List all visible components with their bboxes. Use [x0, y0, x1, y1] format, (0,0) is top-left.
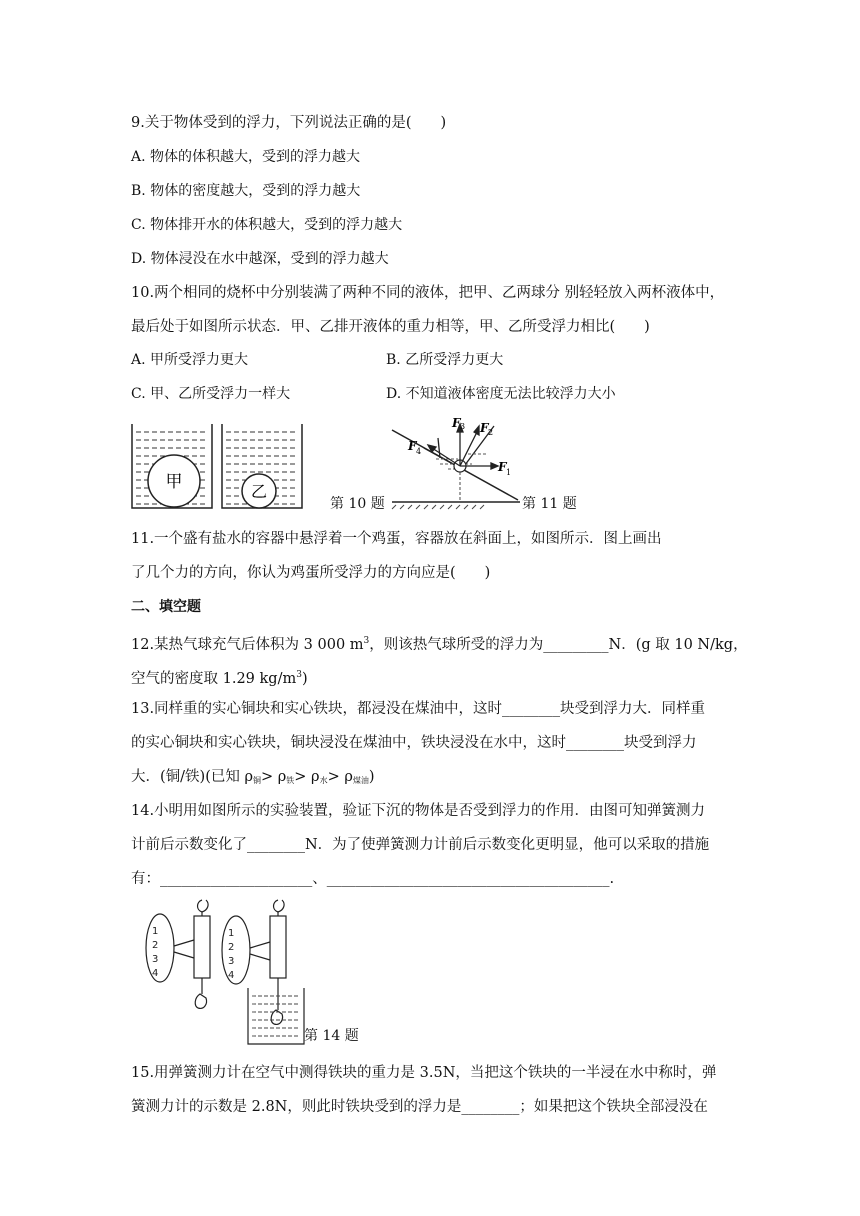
q10-option-c: C. 甲、乙所受浮力一样大 — [131, 386, 291, 402]
figure-10-beakers — [128, 420, 328, 512]
q13-line1: 13.同样重的实心铜块和实心铁块，都浸没在煤油中，这时________块受到浮力大．同样重 — [131, 701, 706, 717]
scale-right-3: 3 — [228, 956, 235, 967]
scale-right-4: 4 — [228, 970, 235, 981]
q10-option-d: D. 不知道液体密度无法比较浮力大小 — [386, 386, 616, 402]
force-sub-1: 1 — [506, 468, 512, 477]
q9-option-b: B. 物体的密度越大，受到的浮力越大 — [131, 183, 361, 199]
scale-right-2: 2 — [228, 942, 235, 953]
q15-line2: 簧测力计的示数是 2.8N，则此时铁块受到的浮力是________；如果把这个铁块全部浸没在 — [131, 1099, 708, 1115]
figure-14-caption: 第 14 题 — [304, 1028, 359, 1044]
ball-jia-label: 甲 — [165, 472, 183, 492]
q10-stem-line1: 10.两个相同的烧杯中分别装满了两种不同的液体，把甲、乙两球分 别轻轻放入两杯液体中， — [131, 285, 725, 301]
figure-10-caption: 第 10 题 — [330, 496, 385, 512]
q10-stem-line2: 最后处于如图所示状态．甲、乙排开液体的重力相等，甲、乙所受浮力相比( ) — [131, 319, 650, 335]
q15-line1: 15.用弹簧测力计在空气中测得铁块的重力是 3.5N，当把这个铁块的一半浸在水中称时，弹 — [131, 1065, 717, 1081]
figure-11-caption: 第 11 题 — [522, 496, 577, 512]
scale-left-4: 4 — [152, 968, 159, 979]
figure-14-spring-scales — [140, 896, 310, 1046]
figure-11-incline — [388, 410, 528, 510]
q12-line1: 12.某热气球充气后体积为 3 000 $m^3$，则该热气球所受的浮力为_________N．(g 取 10 N/kg， — [131, 636, 748, 653]
q12-line2: 空气的密度取 1.29 $kg/m^3$) — [131, 670, 308, 687]
force-label-f2: F — [480, 421, 489, 435]
q10-option-b: B. 乙所受浮力更大 — [386, 352, 504, 368]
scale-right-1: 1 — [228, 928, 235, 939]
ball-yi-label: 乙 — [250, 482, 268, 501]
scale-left-1: 1 — [152, 926, 159, 937]
scale-left-2: 2 — [152, 940, 159, 951]
q9-option-d: D. 物体浸没在水中越深，受到的浮力越大 — [131, 251, 389, 267]
q13-line2: 的实心铜块和实心铁块，铜块浸没在煤油中，铁块浸没在水中，这时________块受到浮力 — [131, 735, 697, 751]
force-label-f4: F — [408, 439, 417, 453]
force-sub-2: 2 — [488, 428, 494, 437]
q11-stem-line1: 11.一个盛有盐水的容器中悬浮着一个鸡蛋，容器放在斜面上，如图所示．图上画出 — [131, 531, 662, 547]
q11-stem-line2: 了几个力的方向，你认为鸡蛋所受浮力的方向应是( ) — [131, 565, 491, 581]
q9-stem: 9.关于物体受到的浮力，下列说法正确的是( ) — [131, 115, 447, 131]
q10-option-a: A. 甲所受浮力更大 — [131, 352, 249, 368]
q13-line3: 大．(铜/铁)(已知 $\rho_铜> \rho_铁> \rho_水> \rho_{煤油}$) — [131, 769, 375, 785]
force-sub-4: 4 — [416, 447, 422, 456]
q9-option-c: C. 物体排开水的体积越大，受到的浮力越大 — [131, 217, 403, 233]
q14-line1: 14.小明用如图所示的实验装置，验证下沉的物体是否受到浮力的作用．由图可知弹簧测力 — [131, 803, 706, 819]
force-label-f3: F — [452, 416, 461, 430]
q14-line2: 计前后示数变化了________N．为了使弹簧测力计前后示数变化更明显，他可以采取的措施 — [131, 837, 710, 853]
force-sub-3: 3 — [460, 422, 466, 431]
q14-line3: 有：_____________________、_______________________________________. — [131, 871, 615, 887]
scale-left-3: 3 — [152, 954, 159, 965]
force-label-f1: F — [498, 460, 507, 474]
q9-option-a: A. 物体的体积越大，受到的浮力越大 — [131, 149, 361, 165]
section-title-fill-in: 二、填空题 — [131, 599, 201, 615]
